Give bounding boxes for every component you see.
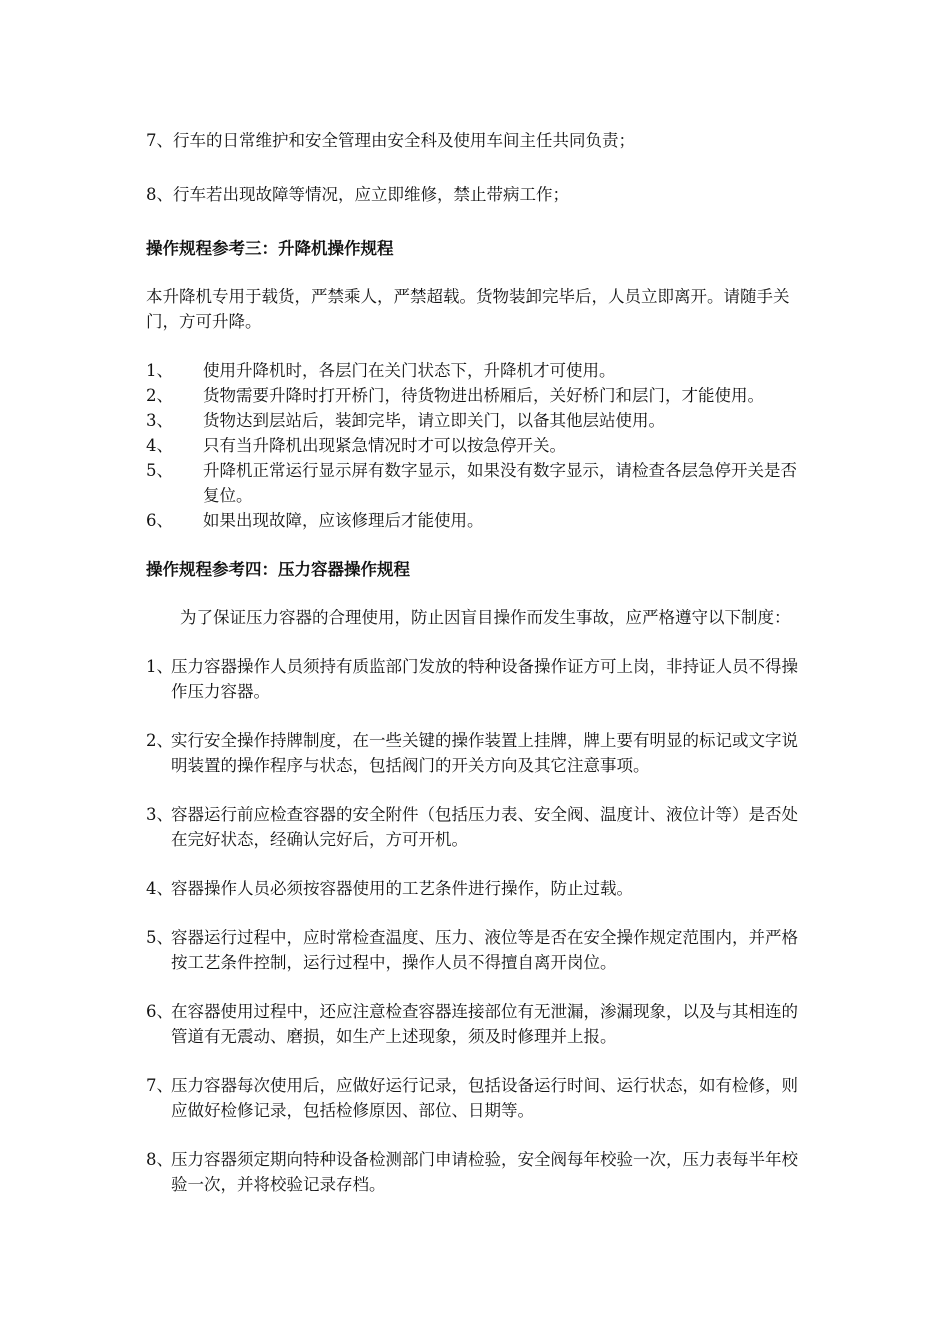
list-item-number: 1、 (146, 361, 173, 380)
list-item-text: 实行安全操作持牌制度，在一些关键的操作装置上挂牌，牌上要有明显的标记或文字说明装置的操作程序与状态，包括阀门的开关方向及其它注意事项。 (171, 731, 798, 775)
list-item-number: 6、 (146, 511, 173, 530)
list-item (146, 654, 806, 704)
section-heading-elevator: 操作规程参考三：升降机操作规程 (146, 239, 394, 258)
document-body (146, 128, 806, 1221)
list-item (146, 728, 806, 778)
section-intro-elevator: 本升降机专用于载货，严禁乘人，严禁超载。货物装卸完毕后，人员立即离开。请随手关门，方可升降。 (146, 287, 790, 331)
list-item (146, 925, 806, 975)
list-item (146, 1073, 806, 1123)
list-item-number: 2、 (146, 386, 173, 405)
list-item-text: 货物达到层站后，装卸完毕，请立即关门，以备其他层站使用。 (203, 411, 665, 430)
list-item-number: 4、 (146, 436, 173, 455)
list-item-text: 压力容器操作人员须持有质监部门发放的特种设备操作证方可上岗，非持证人员不得操作压力容器。 (171, 657, 798, 701)
list-item-number: 3、 (146, 411, 173, 430)
list-item-number: 5、 (146, 928, 173, 947)
list-item (146, 508, 806, 533)
list-item (146, 1147, 806, 1197)
list-item (146, 802, 806, 852)
list-item-number: 5、 (146, 461, 173, 480)
list-item-text: 升降机正常运行显示屏有数字显示，如果没有数字显示，请检查各层急停开关是否复位。 (203, 461, 797, 505)
list-item-text: 使用升降机时，各层门在关门状态下，升降机才可使用。 (203, 361, 616, 380)
list-item (146, 408, 806, 433)
list-item-number: 8、 (146, 1150, 173, 1169)
list-item (146, 358, 806, 383)
list-item (146, 999, 806, 1049)
section-heading-pressure-vessel: 操作规程参考四：压力容器操作规程 (146, 560, 410, 579)
list-item-text: 如果出现故障，应该修理后才能使用。 (203, 511, 484, 530)
list-item-text: 货物需要升降时打开桥门，待货物进出桥厢后，关好桥门和层门，才能使用。 (203, 386, 764, 405)
list-item (146, 383, 806, 408)
list-item (146, 876, 806, 901)
list-item-text: 容器运行过程中，应时常检查温度、压力、液位等是否在安全操作规定范围内，并严格按工艺条件控制，运行过程中，操作人员不得擅自离开岗位。 (171, 928, 798, 972)
elevator-rules-list (146, 358, 806, 533)
pressure-vessel-rules-list (146, 654, 806, 1197)
list-item-text: 容器运行前应检查容器的安全附件（包括压力表、安全阀、温度计、液位计等）是否处在完好状态，经确认完好后，方可开机。 (171, 805, 798, 849)
list-item-number: 7、 (146, 1076, 173, 1095)
list-item-text: 在容器使用过程中，还应注意检查容器连接部位有无泄漏，渗漏现象，以及与其相连的管道有无震动、磨损，如生产上述现象，须及时修理并上报。 (171, 1002, 798, 1046)
list-item-text: 容器操作人员必须按容器使用的工艺条件进行操作，防止过载。 (171, 879, 633, 898)
paragraph-item-7: 7、行车的日常维护和安全管理由安全科及使用车间主任共同负责； (146, 131, 635, 150)
list-item (146, 458, 806, 508)
section-intro-pressure-vessel: 为了保证压力容器的合理使用，防止因盲目操作而发生事故，应严格遵守以下制度： (180, 608, 791, 627)
list-item-text: 只有当升降机出现紧急情况时才可以按急停开关。 (203, 436, 566, 455)
list-item-number: 1、 (146, 657, 173, 676)
list-item (146, 433, 806, 458)
list-item-number: 2、 (146, 731, 173, 750)
list-item-text: 压力容器须定期向特种设备检测部门申请检验，安全阀每年校验一次，压力表每半年校验一次，并将校验记录存档。 (171, 1150, 798, 1194)
list-item-text: 压力容器每次使用后，应做好运行记录，包括设备运行时间、运行状态，如有检修，则应做好检修记录，包括检修原因、部位、日期等。 (171, 1076, 798, 1120)
paragraph-item-8: 8、行车若出现故障等情况，应立即维修，禁止带病工作； (146, 185, 569, 204)
list-item-number: 3、 (146, 805, 173, 824)
list-item-number: 4、 (146, 879, 173, 898)
list-item-number: 6、 (146, 1002, 173, 1021)
